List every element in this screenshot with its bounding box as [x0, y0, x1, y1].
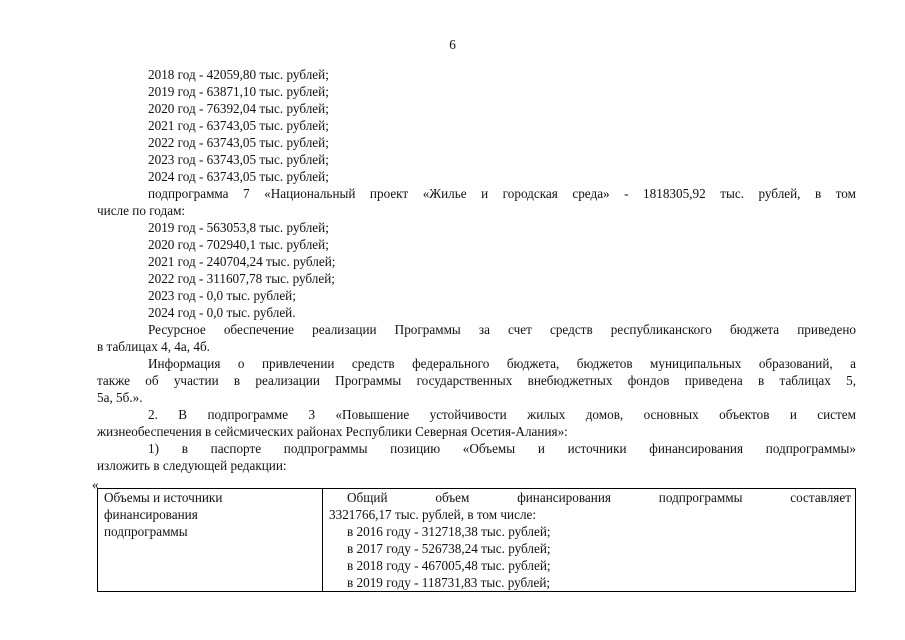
year-line: 2019 год - 563053,8 тыс. рублей; — [148, 220, 329, 235]
funding-value-cell — [323, 489, 856, 592]
cell-text: Объемы и источники — [104, 490, 223, 505]
paragraph-line: Ресурсное обеспечение реализации Программы за счет средств республиканского бюджета приведено — [148, 322, 856, 337]
paragraph-line: подпрограмма 7 «Национальный проект «Жилье и городская среда» - 1818305,92 тыс. рублей, в том — [148, 186, 856, 201]
cell-text: в 2019 году - 118731,83 тыс. рублей; — [347, 575, 551, 590]
paragraph-line: в таблицах 4, 4а, 4б. — [97, 339, 210, 354]
year-line: 2018 год - 42059,80 тыс. рублей; — [148, 67, 329, 82]
year-line: 2023 год - 0,0 тыс. рублей; — [148, 288, 296, 303]
paragraph-line: также об участии в реализации Программы государственных внебюджетных фондов приведена в таблицах 5, — [97, 373, 856, 388]
cell-text: Общий объем финансирования подпрограммы составляет — [347, 490, 851, 505]
year-line: 2021 год - 240704,24 тыс. рублей; — [148, 254, 336, 269]
cell-text: в 2017 году - 526738,24 тыс. рублей; — [347, 541, 551, 556]
paragraph-line: числе по годам: — [97, 203, 186, 218]
paragraph-line: 1) в паспорте подпрограммы позицию «Объемы и источники финансирования подпрограммы» — [148, 441, 856, 456]
cell-text: в 2016 году - 312718,38 тыс. рублей; — [347, 524, 551, 539]
year-line: 2024 год - 0,0 тыс. рублей. — [148, 305, 296, 320]
cell-text: 3321766,17 тыс. рублей, в том числе: — [329, 507, 537, 522]
paragraph-line: жизнеобеспечения в сейсмических районах Республики Северная Осетия-Алания»: — [97, 424, 568, 439]
year-line: 2019 год - 63871,10 тыс. рублей; — [148, 84, 329, 99]
year-line: 2024 год - 63743,05 тыс. рублей; — [148, 169, 329, 184]
cell-text: подпрограммы — [104, 524, 188, 539]
year-line: 2020 год - 76392,04 тыс. рублей; — [148, 101, 329, 116]
year-line: 2020 год - 702940,1 тыс. рублей; — [148, 237, 329, 252]
funding-label-cell — [98, 489, 323, 592]
year-line: 2021 год - 63743,05 тыс. рублей; — [148, 118, 329, 133]
funding-table — [97, 488, 856, 592]
paragraph-line: 5а, 5б.». — [97, 390, 143, 405]
page-number: 6 — [449, 37, 456, 52]
table-row — [98, 489, 856, 592]
paragraph-line: 2. В подпрограмме 3 «Повышение устойчивости жилых домов, основных объектов и систем — [148, 407, 856, 422]
paragraph-line: изложить в следующей редакции: — [97, 458, 287, 473]
year-line: 2022 год - 311607,78 тыс. рублей; — [148, 271, 335, 286]
opening-quote-mark: « — [92, 477, 99, 492]
cell-text: в 2018 году - 467005,48 тыс. рублей; — [347, 558, 551, 573]
paragraph-line: Информация о привлечении средств федерального бюджета, бюджетов муниципальных образований, а — [148, 356, 856, 371]
cell-text: финансирования — [104, 507, 198, 522]
year-line: 2022 год - 63743,05 тыс. рублей; — [148, 135, 329, 150]
year-line: 2023 год - 63743,05 тыс. рублей; — [148, 152, 329, 167]
